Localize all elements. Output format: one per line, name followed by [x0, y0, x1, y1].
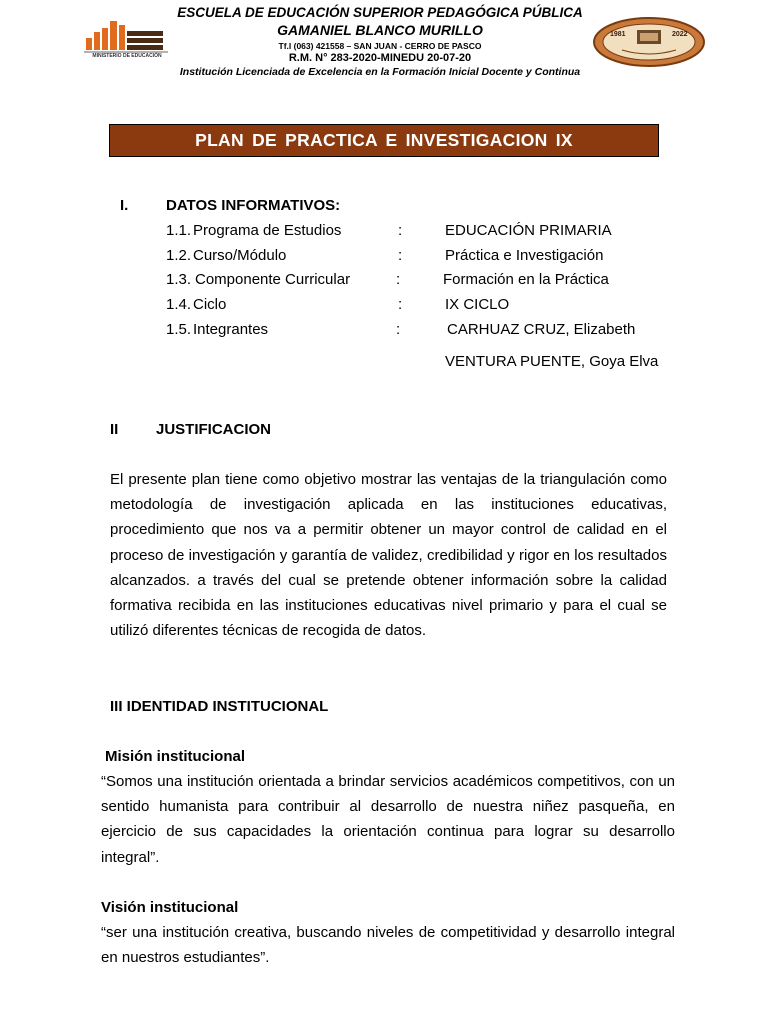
seal-year-right: 2022 — [672, 31, 688, 38]
info-row-value: CARHUAZ CRUZ, Elizabeth — [447, 321, 636, 338]
info-row-value: Práctica e Investigación — [445, 247, 604, 264]
institution-seal — [592, 16, 706, 68]
info-row-number: 1.4. — [166, 296, 192, 313]
section1-title: DATOS INFORMATIVOS: — [166, 197, 341, 214]
vision-paragraph: “ser una institución creativa, buscando niveles de competitividad y desarrollo integral en nuestros estudiantes”. — [101, 924, 675, 967]
school-contact: Tf.l (063) 421558 – SAN JUAN - CERRO DE PASCO — [278, 41, 482, 51]
info-row-label: Integrantes — [193, 321, 269, 338]
info-row-value: IX CICLO — [445, 296, 510, 313]
info-row-label: Curso/Módulo — [193, 247, 287, 264]
info-row-colon: : — [396, 271, 401, 288]
mission-paragraph: “Somos una institución orientada a brindar servicios académicos competitivos, con un sentido humanista para contribuir al desarrollo de nuestra niñez pasqueña, en ejercicio de sus capacidades la orientación continua para lograr su desarrollo integral”. — [101, 773, 675, 866]
info-row-number: 1.5. — [166, 321, 192, 338]
school-resolution: R.M. N° 283-2020-MINEDU 20-07-20 — [288, 52, 472, 64]
info-row-label: Programa de Estudios — [193, 222, 342, 239]
school-tagline: Institución Licenciada de Excelencia en la Formación Inicial Docente y Continua — [179, 66, 581, 78]
info-row-label: Componente Curricular — [195, 271, 351, 288]
info-row-value: EDUCACIÓN PRIMARIA — [445, 222, 612, 239]
section2-number: II — [110, 421, 119, 438]
justification-paragraph: El presente plan tiene como objetivo mostrar las ventajas de la triangulación como metodología de investigación aplicada en las instituciones educativas, procedimiento que nos va a permitir obtener un mayor control de calidad en el proceso de investigación y garantía de validez, credibilidad y rigor en los resultados alcanzados. a través del cual se pretende obtener información sobre la calidad formativa recibida en las instituciones educativas nivel primario y para el cual se utilizó diferentes técnicas de recogida de datos. — [110, 471, 667, 640]
mission-title: Misión institucional — [105, 748, 246, 765]
info-row-colon: : — [398, 296, 403, 313]
info-row-number: 1.2. — [166, 247, 192, 264]
info-row-value: Formación en la Práctica — [443, 271, 609, 288]
school-name-line1: ESCUELA DE EDUCACIÓN SUPERIOR PEDAGÓGICA PÚBLICA — [177, 5, 583, 20]
ministry-logo-caption: MINISTERIO DE EDUCACIÓN — [92, 53, 162, 59]
section2-title: JUSTIFICACION — [156, 421, 272, 438]
vision-title: Visión institucional — [101, 899, 239, 916]
info-row-number: 1.3. — [166, 271, 192, 288]
section3-title: III IDENTIDAD INSTITUCIONAL — [110, 698, 329, 715]
info-row-number: 1.1. — [166, 222, 192, 239]
section1-number: I. — [120, 197, 129, 214]
info-row-colon: : — [398, 247, 403, 264]
info-row-colon: : — [398, 222, 403, 239]
document-title: PLAN DE PRACTICA E INVESTIGACION IX — [109, 124, 659, 157]
seal-year-left: 1981 — [610, 31, 626, 38]
ministry-logo — [82, 16, 172, 62]
info-row-label: Ciclo — [193, 296, 227, 313]
school-name-line2: GAMANIEL BLANCO MURILLO — [277, 22, 483, 38]
info-row-colon: : — [396, 321, 401, 338]
member-name: VENTURA PUENTE, Goya Elva — [445, 353, 659, 370]
